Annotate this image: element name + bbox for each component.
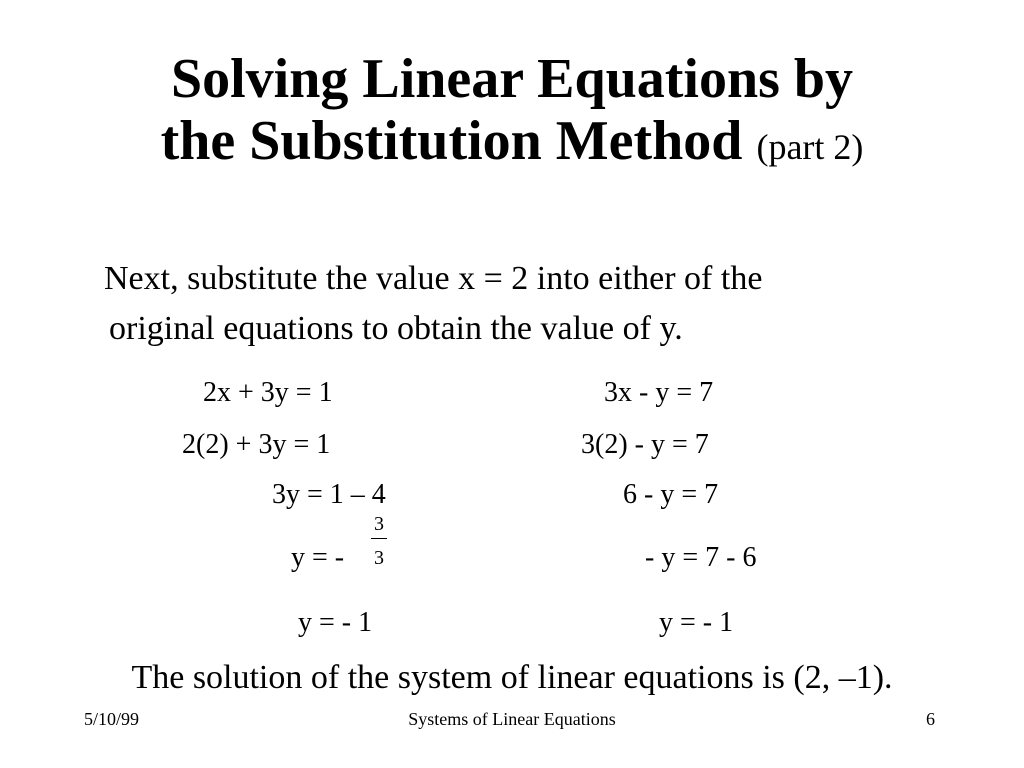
right-equation-4: - y = 7 - 6 [645, 542, 757, 573]
left-equation-4: y = - [291, 542, 345, 573]
intro-line-1: Next, substitute the value x = 2 into either of the [104, 260, 763, 297]
footer-page-number: 6 [926, 709, 935, 729]
title-line-2-main: the Substitution Method [160, 110, 743, 172]
right-equation-1: 3x - y = 7 [604, 377, 714, 408]
right-equation-5: y = - 1 [659, 607, 734, 638]
title-line-1: Solving Linear Equations by [170, 48, 854, 110]
intro-text [104, 254, 964, 354]
solution-statement: The solution of the system of linear equations is (2, –1). [131, 659, 893, 696]
right-equation-3: 6 - y = 7 [623, 479, 719, 510]
fraction-denominator: 3 [374, 547, 384, 569]
fraction-numerator: 3 [374, 513, 384, 535]
slide-title [0, 48, 1024, 178]
left-equation-1: 2x + 3y = 1 [203, 377, 333, 408]
footer-date: 5/10/99 [84, 709, 140, 729]
right-equation-2: 3(2) - y = 7 [581, 429, 709, 460]
left-equation-5: y = - 1 [298, 607, 373, 638]
left-equation-3: 3y = 1 – 4 [272, 479, 386, 510]
footer-title: Systems of Linear Equations [408, 709, 616, 729]
title-line-2-sub: (part 2) [756, 127, 864, 167]
fraction-bar [371, 538, 387, 539]
left-equation-2: 2(2) + 3y = 1 [182, 429, 331, 460]
intro-line-2: original equations to obtain the value of y. [109, 310, 683, 347]
title-line-2 [0, 110, 1024, 178]
